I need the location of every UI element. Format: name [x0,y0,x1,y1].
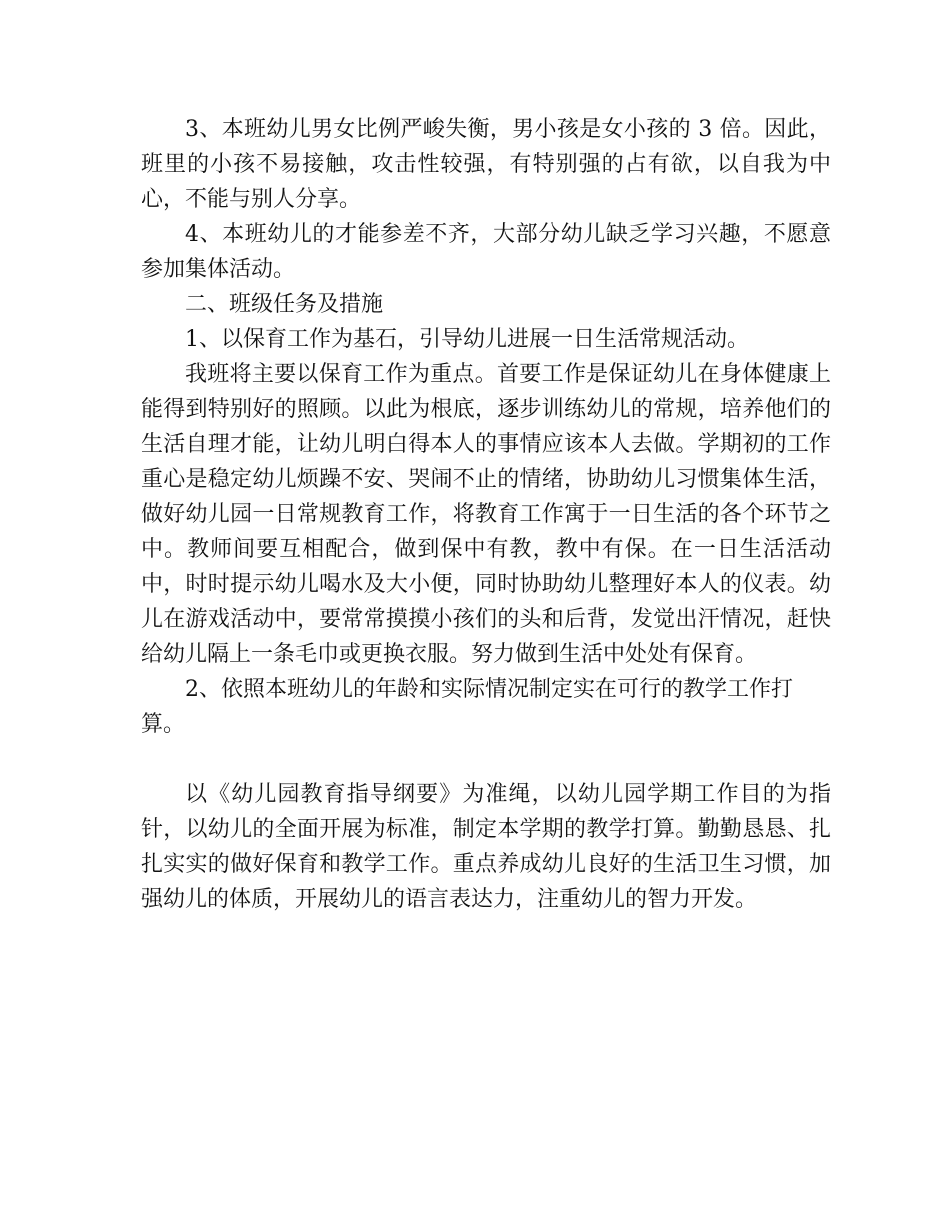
paragraph-task-2-title: 2、依照本班幼儿的年龄和实际情况制定实在可行的教学工作打算。 [141,677,793,737]
paragraph-task-2-body: 以《幼儿园教育指导纲要》为准绳，以幼儿园学期工作目的为指针，以幼儿的全面开展为标准，制定本学期的教学打算。勤勤恳恳、扎扎实实的做好保育和教学工作。重点养成幼儿良好的生活卫生习惯，加强幼儿的体质，开展幼儿的语言表达力，注重幼儿的智力开发。 [141,782,831,912]
paragraph-ability-gap: 4、本班幼儿的才能参差不齐，大部分幼儿缺乏学习兴趣，不愿意参加集体活动。 [141,222,831,282]
section-heading-tasks: 二、班级任务及措施 [185,292,384,317]
blank-line [141,742,831,777]
paragraph-task-1-title: 1、以保育工作为基石，引导幼儿进展一日生活常规活动。 [185,327,749,352]
paragraph-gender-ratio: 3、本班幼儿男女比例严峻失衡，男小孩是女小孩的 3 倍。因此，班里的小孩不易接触，攻击性较强，有特别强的占有欲，以自我为中心，不能与别人分享。 [141,117,831,212]
paragraph-task-1-body: 我班将主要以保育工作为重点。首要工作是保证幼儿在身体健康上能得到特别好的照顾。以此为根底，逐步训练幼儿的常规，培养他们的生活自理才能，让幼儿明白得本人的事情应该本人去做。学期初的工作重心是稳定幼儿烦躁不安、哭闹不止的情绪，协助幼儿习惯集体生活，做好幼儿园一日常规教育工作，将教育工作寓于一日生活的各个环节之中。教师间要互相配合，做到保中有教，教中有保。在一日生活活动中，时时提示幼儿喝水及大小便，同时协助幼儿整理好本人的仪表。幼儿在游戏活动中，要常常摸摸小孩们的头和后背，发觉出汗情况，赶快给幼儿隔上一条毛巾或更换衣服。努力做到生活中处处有保育。 [141,362,831,667]
document-body [141,112,831,917]
